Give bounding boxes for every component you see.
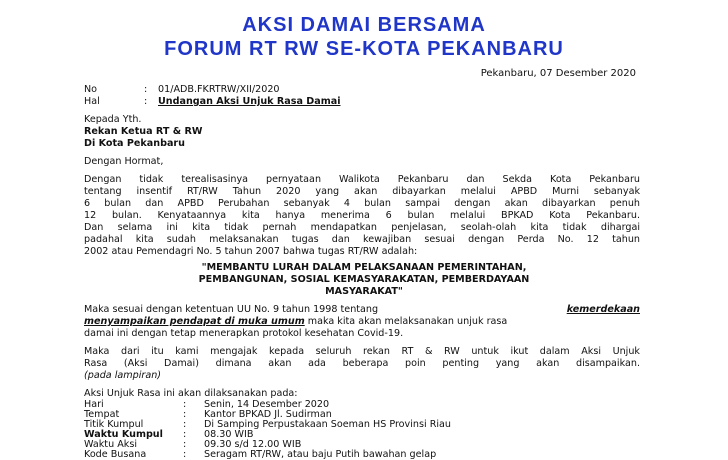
no-colon: : [144,84,148,95]
para2-line1 [84,304,640,316]
schedule-colon: : [183,419,187,430]
schedule-label-kode-busana: Kode Busana [84,449,147,460]
quote-line: PEMBANGUNAN, SOSIAL KEMASYARAKATAN, PEMBERDAYAAN [198,274,530,285]
letter-title-line1: AKSI DAMAI BERSAMA [242,14,486,36]
para1-line: 12 bulan. Kenyataannya kita hanya menerima 6 bulan melalui BPKAD Kota Pekanbaru. [84,210,640,221]
para3-line1: Maka dari itu kami mengajak kepada seluruh rekan RT & RW untuk ikut dalam Aksi Unjuk [84,346,640,357]
letter-title-line2: FORUM RT RW SE-KOTA PEKANBARU [164,38,564,60]
schedule-value-titik-kumpul: Di Samping Perpustakaan Soeman HS Provinsi Riau [204,419,451,430]
schedule-intro: Aksi Unjuk Rasa ini akan dilaksanakan pada: [84,388,298,399]
para1-line: 6 bulan dan APBD Perubahan sebanyak 4 bulan sampai dengan akan dibayarkan penuh [84,198,640,209]
schedule-label-tempat: Tempat [84,409,120,420]
para2-line2 [84,316,507,328]
schedule-value-waktu-aksi: 09.30 s/d 12.00 WIB [204,439,302,450]
schedule-value-tempat: Kantor BPKAD Jl. Sudirman [204,409,332,420]
quote-line: "MEMBANTU LURAH DALAM PELAKSANAAN PEMERINTAHAN, [201,262,527,273]
para2-l2-emphasis: menyampaikan pendapat di muka umum [84,316,305,327]
schedule-value-waktu-kumpul: 08.30 WIB [204,429,254,440]
schedule-label-hari: Hari [84,399,104,410]
recipient-line1: Rekan Ketua RT & RW [84,126,203,137]
para1-line: Dan selama ini kita tidak pernah mendapatkan penjelasan, seolah-olah kita tidak dihargai [84,222,640,233]
hal-colon: : [144,96,148,107]
schedule-colon: : [183,449,187,460]
para3-line2: Rasa (Aksi Damai) dimana akan ada beberapa poin penting yang akan disampaikan. [84,358,640,369]
para2-l2-text: maka kita akan melaksanakan unjuk rasa [304,316,508,327]
schedule-colon: : [183,399,187,410]
hal-value: Undangan Aksi Unjuk Rasa Damai [158,96,341,107]
schedule-colon: : [183,429,187,440]
recipient-line2: Di Kota Pekanbaru [84,138,185,149]
para3-line3: (pada lampiran) [84,370,162,381]
schedule-label-titik-kumpul: Titik Kumpul [84,419,144,430]
para2-l1-emphasis: kemerdekaan [566,304,640,315]
schedule-label-waktu-kumpul: Waktu Kumpul [84,429,163,440]
para2-l1-text: Maka sesuai dengan ketentuan UU No. 9 tahun 1998 tentang [84,304,379,315]
para1-line: 2002 atau Pemendagri No. 5 tahun 2007 bahwa tugas RT/RW adalah: [84,246,418,257]
para1-line: tentang insentif RT/RW Tahun 2020 yang akan dibayarkan melalui APBD Murni sebanyak [84,186,640,197]
schedule-label-waktu-aksi: Waktu Aksi [84,439,137,450]
no-value: 01/ADB.FKRTRW/XII/2020 [158,84,280,95]
recipient-kepada: Kepada Yth. [84,114,142,125]
schedule-colon: : [183,439,187,450]
schedule-value-kode-busana: Seragam RT/RW, atau baju Putih bawahan gelap [204,449,437,460]
quote-line: MASYARAKAT" [325,286,403,297]
para1-line: padahal kita sudah melaksanakan tugas dan kewajiban sesuai dengan Perda No. 12 tahun [84,234,640,245]
no-label: No [84,84,98,95]
schedule-colon: : [183,409,187,420]
schedule-value-hari: Senin, 14 Desember 2020 [204,399,330,410]
para2-line3: damai ini dengan tetap menerapkan protokol kesehatan Covid-19. [84,328,404,339]
greeting: Dengan Hormat, [84,156,164,167]
para1-line: Dengan tidak terealisasinya pernyataan Walikota Pekanbaru dan Sekda Kota Pekanbaru [84,174,640,185]
letter-date: Pekanbaru, 07 Desember 2020 [480,68,636,79]
hal-label: Hal [84,96,100,107]
